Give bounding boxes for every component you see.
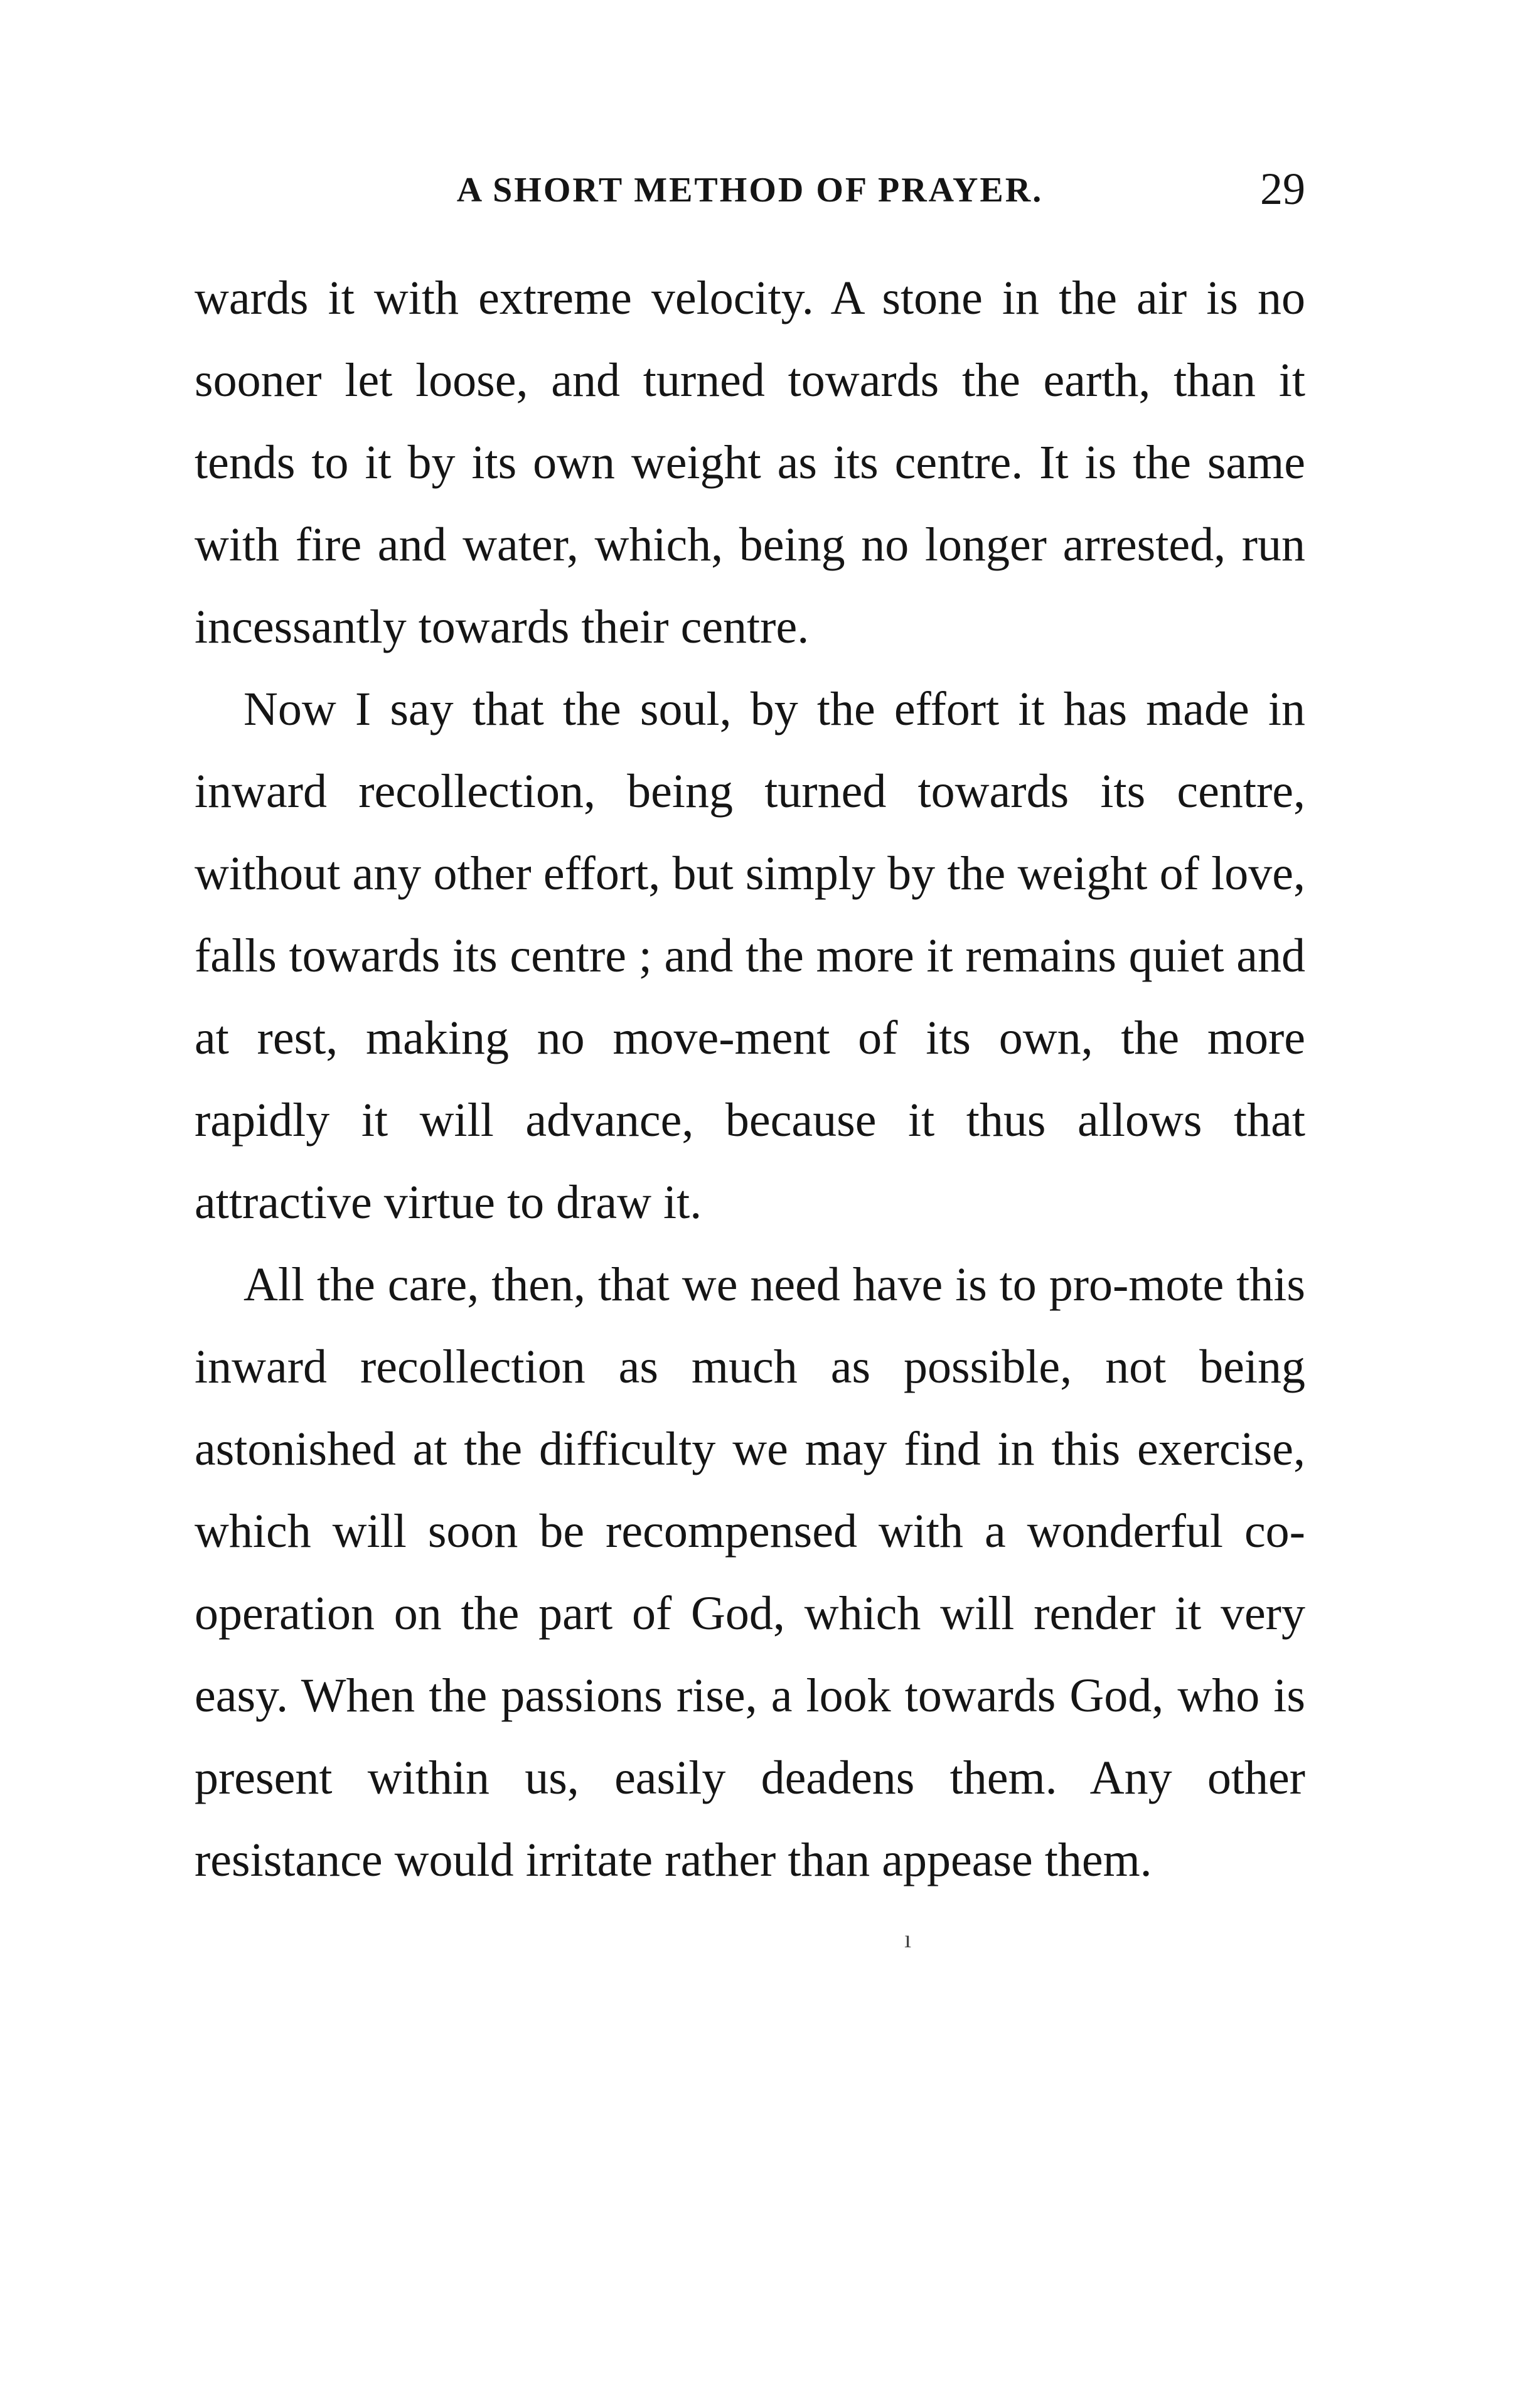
running-title: A SHORT METHOD OF PRAYER. bbox=[456, 171, 1044, 210]
stray-print-mark: ı bbox=[904, 1925, 912, 1953]
page-number: 29 bbox=[1260, 164, 1305, 214]
body-text bbox=[195, 257, 1305, 1902]
paragraph-soul-centre: Now I say that the soul, by the effort it has made in inward recollection, being turned towards its centre, without any other effort, but simply by the weight of love, falls towards its centre ; and the more it remains quiet and at rest, making no move-ment of its own, the more rapidly it will advance, because it thus allows that attractive virtue to draw it. bbox=[195, 683, 1305, 1229]
running-head bbox=[195, 164, 1305, 221]
paragraph-continuation: wards it with extreme velocity. A stone in the air is no sooner let loose, and turned towards the earth, than it tends to it by its own weight as its centre. It is the same with fire and water, which, being no longer arrested, run incessantly towards their centre. bbox=[195, 272, 1305, 653]
paragraph-inward-recollection: All the care, then, that we need have is to pro-mote this inward recollection as much as possible, not being astonished at the difficulty we may find in this exercise, which will soon be recompensed with a wonderful co-operation on the part of God, which will render it very easy. When the passions rise, a look towards God, who is present within us, easily deadens them. Any other resistance would irritate rather than appease them. bbox=[195, 1258, 1305, 1886]
